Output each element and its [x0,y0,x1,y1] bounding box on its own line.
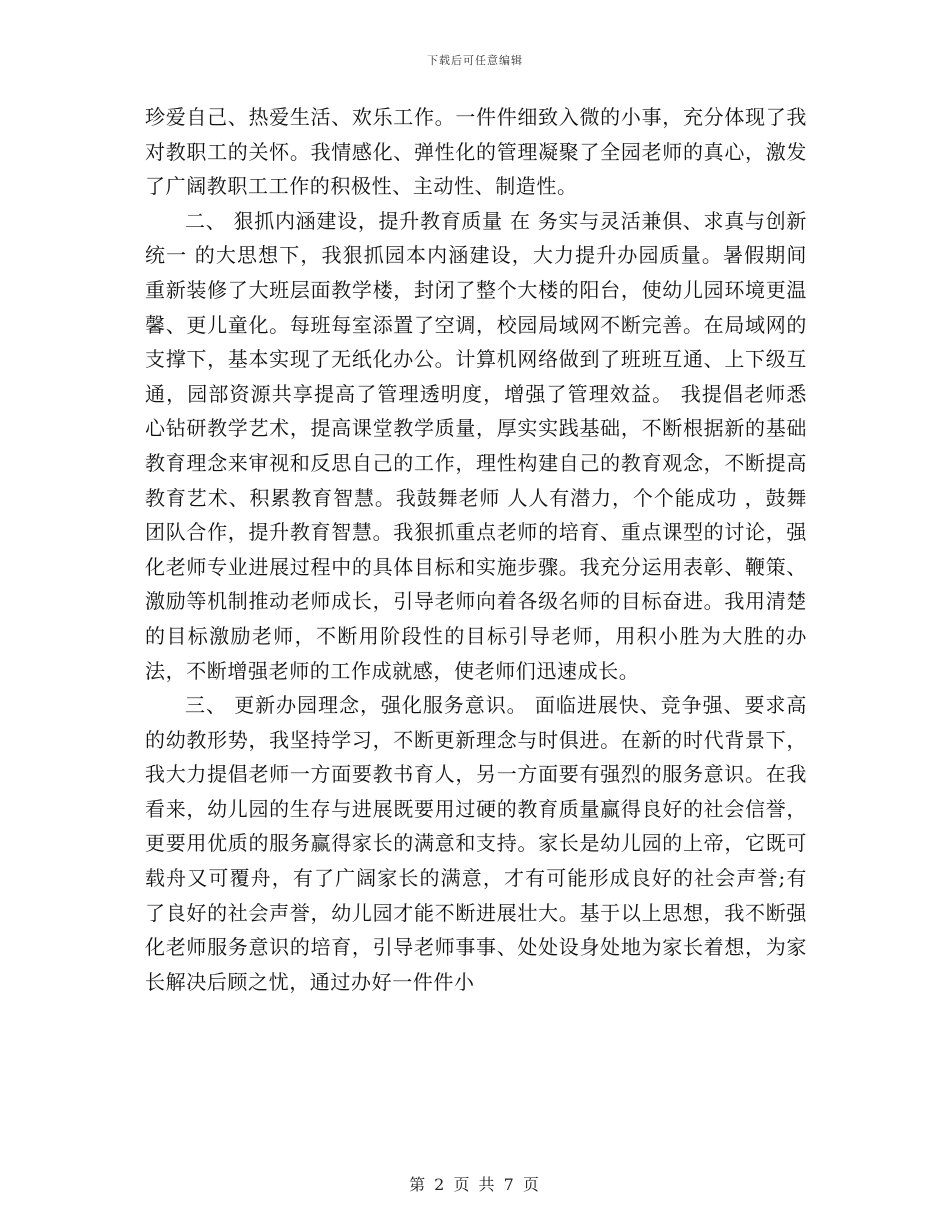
page-number: 第 2 页 共 7 页 [409,1175,541,1194]
paragraph-3: 三、 更新办园理念，强化服务意识。 面临进展快、竞争强、要求高的幼教形势，我坚持学习，不断更新理念与时俱进。在新的时代背景下，我大力提倡老师一方面要教书育人，另一方面要有强烈的服务意识。在我看来，幼儿园的生存与进展既要用过硬的教育质量赢得良好的社会信誉，更要用优质的服务赢得家长的满意和支持。家长是幼儿园的上帝，它既可载舟又可覆舟，有了广阔家长的满意，才有可能形成良好的社会声誉;有了良好的社会声誉，幼儿园才能不断进展壮大。基于以上思想，我不断强化老师服务意识的培育，引导老师事事、处处设身处地为家长着想，为家长解决后顾之忧，通过办好一件件小 [145,693,807,994]
page-header: 下载后可任意编辑 [427,54,523,67]
paragraph-2: 二、 狠抓内涵建设，提升教育质量 在 务实与灵活兼俱、求真与创新统一 的大思想下，我狠抓园本内涵建设，大力提升办园质量。暑假期间重新装修了大班层面教学楼，封闭了整个大楼的阳台，使幼儿园环境更温馨、更儿童化。每班每室添置了空调，校园局域网不断完善。在局域网的支撑下，基本实现了无纸化办公。计算机网络做到了班班互通、上下级互通，园部资源共享提高了管理透明度，增强了管理效益。 我提倡老师悉心钻研教学艺术，提高课堂教学质量，厚实实践基础，不断根据新的基础教育理念来审视和反思自己的工作，理性构建自己的教育观念，不断提高教育艺术、积累教育智慧。我鼓舞老师 人人有潜力，个个能成功 ，鼓舞团队合作，提升教育智慧。我狠抓重点老师的培育、重点课型的讨论，强化老师专业进展过程中的具体目标和实施步骤。我充分运用表彰、鞭策、激励等机制推动老师成长，引导老师向着各级名师的目标奋进。我用清楚的目标激励老师，不断用阶段性的目标引导老师，用积小胜为大胜的办法，不断增强老师的工作成就感，使老师们迅速成长。 [145,208,807,683]
paragraph-1: 珍爱自己、热爱生活、欢乐工作。一件件细致入微的小事，充分体现了我对教职工的关怀。我情感化、弹性化的管理凝聚了全园老师的真心，激发了广阔教职工工作的积极性、主动性、制造性。 [145,105,807,199]
document-body [145,100,807,999]
